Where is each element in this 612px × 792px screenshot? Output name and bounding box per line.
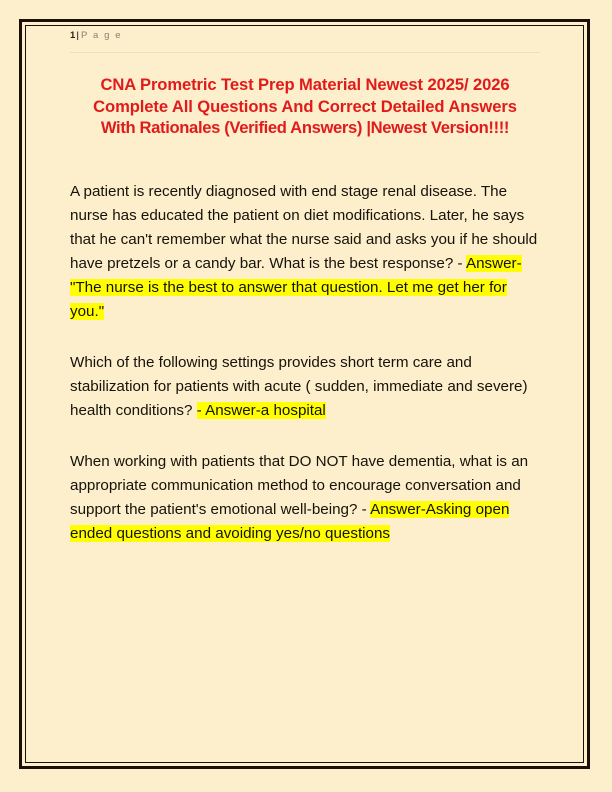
header-divider <box>70 52 540 53</box>
header-page-number: 1 <box>70 30 76 41</box>
title-line-1: CNA Prometric Test Prep Material Newest 2025/ 2026 <box>100 75 510 94</box>
running-header <box>70 30 540 50</box>
header-separator: | <box>76 30 79 41</box>
answer-text-highlighted: Answer-Asking open ended questions and avoiding yes/no questions <box>70 500 510 542</box>
title-line-2: Complete All Questions And Correct Detailed Answers <box>93 96 517 116</box>
question-answer-item <box>70 351 540 423</box>
page-content <box>70 30 540 561</box>
header-page-label: P a g e <box>80 30 123 41</box>
question-text: Which of the following settings provides short term care and stabilization for patients with acute ( sudden, immediate and severe) health conditions? <box>70 353 528 419</box>
question-answer-item <box>70 450 540 546</box>
document-title <box>70 74 540 139</box>
answer-text-highlighted: Answer-"The nurse is the best to answer that question. Let me get her for you." <box>70 254 522 320</box>
title-line-3: With Rationales (Verified Answers) |Newest Version!!!! <box>100 118 510 137</box>
question-answer-item <box>70 180 540 324</box>
answer-text-highlighted: - Answer-a hospital <box>196 401 326 419</box>
question-text: When working with patients that DO NOT have dementia, what is an appropriate communication method to encourage conversation and support the patient's emotional well-being? - <box>70 452 529 518</box>
question-text: A patient is recently diagnosed with end stage renal disease. The nurse has educated the patient on diet modifications. Later, he says that he can't remember what the nurse said and asks you if he should have pretzels or a candy bar. What is the best response? - <box>70 182 538 272</box>
question-answer-list <box>70 180 540 546</box>
